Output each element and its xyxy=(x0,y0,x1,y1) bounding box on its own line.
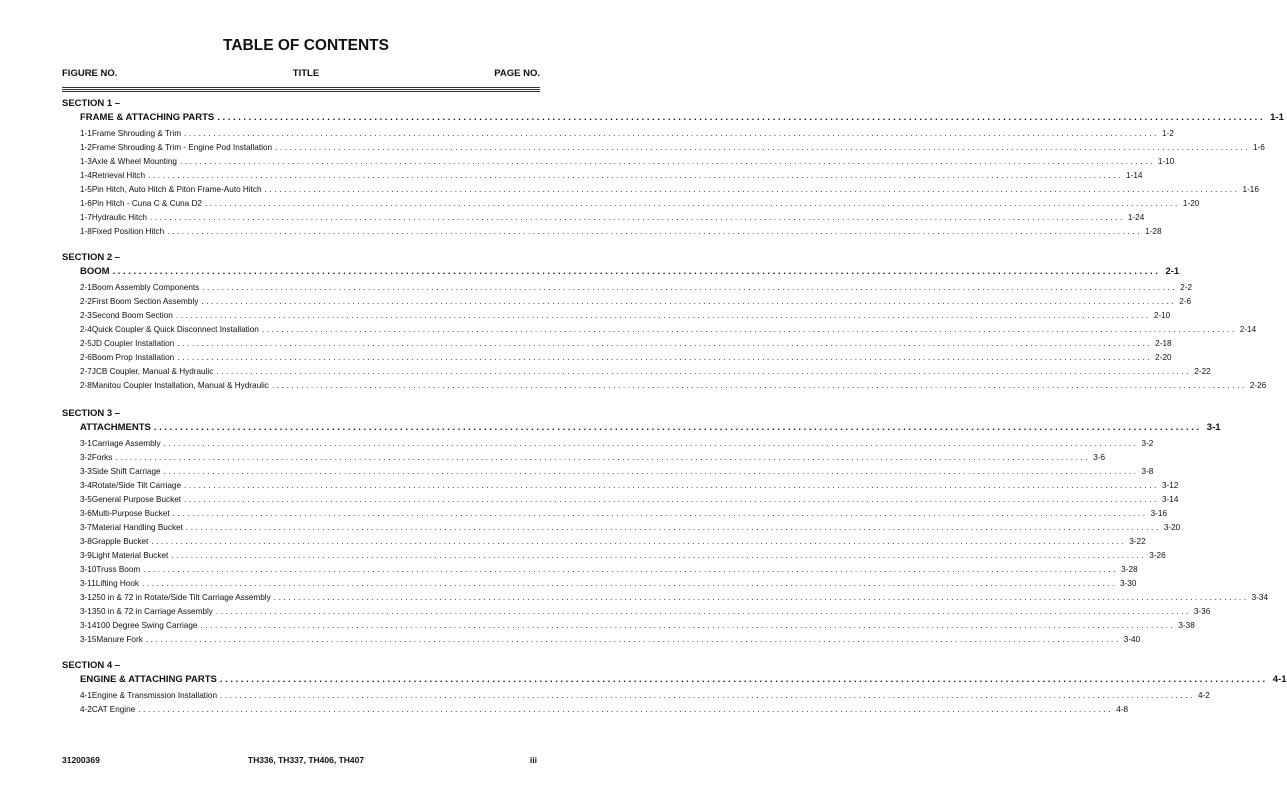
dot-leader: ........................................................................................................................................................................................................ xyxy=(148,171,1124,180)
entry-title: 50 in & 72 in Rotate/Side Tilt Carriage Assembly xyxy=(96,593,271,602)
toc-entry-link[interactable] xyxy=(80,537,1146,546)
dot-leader: ........................................................................................................................................................................................................ xyxy=(115,453,1091,462)
dot-leader: ........................................................................................................................................................................................................ xyxy=(216,367,1192,376)
entry-title: JCB Coupler, Manual & Hydraulic xyxy=(91,367,214,376)
entry-page-number: 1-28 xyxy=(1145,227,1162,236)
toc-entry-link[interactable] xyxy=(80,691,1210,700)
toc-entry-link[interactable] xyxy=(80,593,1269,602)
dot-leader: ........................................................................................................................................................................................................ xyxy=(151,537,1127,546)
figure-number: 2-4 xyxy=(80,325,92,334)
entry-page-number: 4-8 xyxy=(1116,705,1129,714)
dot-leader: ........................................................................................................................................................................................................ xyxy=(138,705,1114,714)
entry-title: Grapple Bucket xyxy=(91,537,149,546)
toc-entry-link[interactable] xyxy=(80,143,1265,152)
figure-number: 3-12 xyxy=(80,593,97,602)
entry-page-number: 3-30 xyxy=(1119,579,1137,588)
figure-number: 2-2 xyxy=(80,297,92,306)
entry-page-number: 2-14 xyxy=(1239,325,1257,334)
figure-number: 2-3 xyxy=(80,311,92,320)
toc-entry-link[interactable] xyxy=(80,439,1154,448)
entry-title: Fixed Position Hitch xyxy=(91,227,165,236)
toc-entry-link[interactable] xyxy=(80,635,1141,644)
entry-page-number: 1-6 xyxy=(1253,143,1265,152)
figure-number: 3-1 xyxy=(80,439,92,448)
section-label: SECTION 1 – xyxy=(62,98,121,109)
entry-title: CAT Engine xyxy=(91,705,136,714)
dot-leader: ........................................................................................................................................................................................................ xyxy=(219,674,1268,685)
dot-leader: ........................................................................................................................................................................................................ xyxy=(112,266,1161,277)
section-page-number: 4-1 xyxy=(1272,674,1287,685)
entry-title: Quick Coupler & Quick Disconnect Installation xyxy=(91,325,259,334)
entry-page-number: 3-38 xyxy=(1178,621,1195,630)
toc-entry-link[interactable] xyxy=(80,523,1181,532)
entry-title: Light Material Bucket xyxy=(91,551,169,560)
header-rule xyxy=(62,91,540,92)
toc-entry-link[interactable] xyxy=(80,367,1211,376)
entry-page-number: 1-24 xyxy=(1127,213,1145,222)
column-header-figure: FIGURE NO. xyxy=(62,68,118,79)
entry-page-number: 2-18 xyxy=(1155,339,1172,348)
dot-leader: ........................................................................................................................................................................................................ xyxy=(200,621,1176,630)
figure-number: 1-4 xyxy=(80,171,92,180)
dot-leader: ........................................................................................................................................................................................................ xyxy=(185,523,1161,532)
figure-number: 2-1 xyxy=(80,283,92,292)
entry-page-number: 1-16 xyxy=(1242,185,1259,194)
entry-page-number: 4-2 xyxy=(1197,691,1210,700)
toc-entry-link[interactable] xyxy=(80,157,1175,166)
figure-number: 3-4 xyxy=(80,481,92,490)
entry-page-number: 3-28 xyxy=(1121,565,1138,574)
figure-number: 1-1 xyxy=(80,129,92,138)
figure-number: 3-8 xyxy=(80,537,92,546)
dot-leader: ........................................................................................................................................................................................................ xyxy=(163,467,1139,476)
dot-leader: ........................................................................................................................................................................................................ xyxy=(175,311,1151,320)
toc-entry-link[interactable] xyxy=(80,227,1162,236)
dot-leader: ........................................................................................................................................................................................................ xyxy=(184,129,1159,138)
entry-page-number: 2-6 xyxy=(1179,297,1192,306)
figure-number: 4-1 xyxy=(80,691,92,700)
entry-title: 50 in & 72 in Carriage Assembly xyxy=(96,607,213,616)
entry-title: Material Handling Bucket xyxy=(91,523,183,532)
entry-page-number: 3-12 xyxy=(1162,481,1179,490)
entry-page-number: 3-36 xyxy=(1193,607,1211,616)
toc-entry-link[interactable] xyxy=(80,339,1172,348)
entry-page-number: 3-20 xyxy=(1163,523,1181,532)
dot-leader: ........................................................................................................................................................................................................ xyxy=(264,185,1240,194)
toc-entry-link[interactable] xyxy=(80,579,1137,588)
figure-number: 1-8 xyxy=(80,227,92,236)
section-heading-title: ENGINE & ATTACHING PARTS xyxy=(80,674,217,685)
toc-entry-link[interactable] xyxy=(80,467,1154,476)
section-heading-link[interactable] xyxy=(80,266,1180,277)
entry-title: Engine & Transmission Installation xyxy=(91,691,217,700)
toc-entry-link[interactable] xyxy=(80,453,1106,462)
dot-leader: ........................................................................................................................................................................................................ xyxy=(153,422,1202,433)
entry-page-number: 3-40 xyxy=(1123,635,1141,644)
dot-leader: ........................................................................................................................................................................................................ xyxy=(149,213,1125,222)
dot-leader: ........................................................................................................................................................................................................ xyxy=(184,495,1159,504)
entry-page-number: 2-10 xyxy=(1153,311,1171,320)
figure-number: 2-5 xyxy=(80,339,92,348)
entry-page-number: 1-2 xyxy=(1161,129,1174,138)
entry-title: General Purpose Bucket xyxy=(91,495,182,504)
toc-entry-link[interactable] xyxy=(80,565,1138,574)
section-heading-title: BOOM xyxy=(80,266,110,277)
entry-title: Frame Shrouding & Trim xyxy=(91,129,182,138)
figure-number: 3-5 xyxy=(80,495,92,504)
entry-page-number: 2-20 xyxy=(1155,353,1172,362)
toc-entry-link[interactable] xyxy=(80,621,1195,630)
dot-leader: ........................................................................................................................................................................................................ xyxy=(171,551,1147,560)
dot-leader: ........................................................................................................................................................................................................ xyxy=(271,381,1247,390)
figure-number: 1-6 xyxy=(80,199,92,208)
entry-page-number: 2-26 xyxy=(1249,381,1267,390)
dot-leader: ........................................................................................................................................................................................................ xyxy=(163,439,1139,448)
figure-number: 3-15 xyxy=(80,635,97,644)
footer-doc-number: 31200369 xyxy=(62,755,100,765)
entry-page-number: 3-2 xyxy=(1141,439,1154,448)
dot-leader: ........................................................................................................................................................................................................ xyxy=(177,353,1153,362)
entry-page-number: 2-22 xyxy=(1194,367,1211,376)
entry-title: Boom Prop Installation xyxy=(91,353,175,362)
entry-title: Pin Hitch, Auto Hitch & Piton Frame-Auto Hitch xyxy=(91,185,262,194)
entry-page-number: 1-14 xyxy=(1126,171,1143,180)
footer-models: TH336, TH337, TH406, TH407 xyxy=(247,755,365,765)
entry-title: Pin Hitch - Cuna C & Cuna D2 xyxy=(91,199,202,208)
entry-title: Side Shift Carriage xyxy=(91,467,161,476)
figure-number: 3-10 xyxy=(80,565,97,574)
toc-entry-link[interactable] xyxy=(80,325,1257,334)
toc-entry-link[interactable] xyxy=(80,705,1129,714)
entry-page-number: 3-22 xyxy=(1129,537,1146,546)
entry-title: Boom Assembly Components xyxy=(91,283,200,292)
entry-title: Lifting Hook xyxy=(95,579,140,588)
figure-number: 3-9 xyxy=(80,551,92,560)
toc-entry-link[interactable] xyxy=(80,481,1179,490)
dot-leader: ........................................................................................................................................................................................................ xyxy=(177,339,1153,348)
dot-leader: ........................................................................................................................................................................................................ xyxy=(273,593,1249,602)
toc-entry-link[interactable] xyxy=(80,381,1267,390)
entry-page-number: 3-34 xyxy=(1251,593,1269,602)
section-heading-title: ATTACHMENTS xyxy=(80,422,151,433)
figure-number: 1-7 xyxy=(80,213,92,222)
figure-number: 3-3 xyxy=(80,467,92,476)
header-rule xyxy=(62,87,540,88)
toc-entry-link[interactable] xyxy=(80,283,1193,292)
dot-leader: ........................................................................................................................................................................................................ xyxy=(204,199,1180,208)
toc-entry-link[interactable] xyxy=(80,297,1192,306)
dot-leader: ........................................................................................................................................................................................................ xyxy=(275,143,1251,152)
section-label: SECTION 2 – xyxy=(62,252,121,263)
entry-title: Axle & Wheel Mounting xyxy=(91,157,177,166)
toc-entry-link[interactable] xyxy=(80,509,1168,518)
dot-leader: ........................................................................................................................................................................................................ xyxy=(145,635,1121,644)
toc-entry-link[interactable] xyxy=(80,353,1172,362)
entry-title: Multi-Purpose Bucket xyxy=(91,509,170,518)
entry-title: First Boom Section Assembly xyxy=(91,297,199,306)
figure-number: 2-6 xyxy=(80,353,92,362)
figure-number: 1-2 xyxy=(80,143,92,152)
dot-leader: ........................................................................................................................................................................................................ xyxy=(142,579,1117,588)
entry-page-number: 1-10 xyxy=(1157,157,1175,166)
entry-title: Hydraulic Hitch xyxy=(91,213,147,222)
section-page-number: 2-1 xyxy=(1165,266,1180,277)
toc-entry-link[interactable] xyxy=(80,495,1179,504)
figure-number: 3-11 xyxy=(80,579,96,588)
entry-page-number: 3-16 xyxy=(1150,509,1168,518)
figure-number: 4-2 xyxy=(80,705,92,714)
entry-title: Frame Shrouding & Trim - Engine Pod Installation xyxy=(91,143,273,152)
dot-leader: ........................................................................................................................................................................................................ xyxy=(201,297,1177,306)
toc-entry-link[interactable] xyxy=(80,199,1200,208)
entry-title: Manure Fork xyxy=(96,635,143,644)
entry-page-number: 3-26 xyxy=(1149,551,1166,560)
entry-title: Retrieval Hitch xyxy=(91,171,146,180)
entry-page-number: 3-14 xyxy=(1162,495,1179,504)
figure-number: 3-14 xyxy=(80,621,97,630)
entry-title: 100 Degree Swing Carriage xyxy=(96,621,198,630)
dot-leader: ........................................................................................................................................................................................................ xyxy=(179,157,1155,166)
section-label: SECTION 3 – xyxy=(62,408,121,419)
figure-number: 3-2 xyxy=(80,453,92,462)
toc-entry-link[interactable] xyxy=(80,607,1211,616)
entry-page-number: 2-2 xyxy=(1180,283,1193,292)
toc-entry-link[interactable] xyxy=(80,311,1171,320)
section-heading-link[interactable] xyxy=(80,422,1221,433)
entry-title: Rotate/Side Tilt Carriage xyxy=(91,481,182,490)
entry-title: Truss Boom xyxy=(96,565,141,574)
figure-number: 2-7 xyxy=(80,367,92,376)
entry-title: Forks xyxy=(91,453,113,462)
entry-page-number: 3-6 xyxy=(1093,453,1106,462)
dot-leader: ........................................................................................................................................................................................................ xyxy=(184,481,1159,490)
dot-leader: ........................................................................................................................................................................................................ xyxy=(261,325,1237,334)
dot-leader: ........................................................................................................................................................................................................ xyxy=(202,283,1178,292)
dot-leader: ........................................................................................................................................................................................................ xyxy=(143,565,1119,574)
toc-entry-link[interactable] xyxy=(80,129,1174,138)
entry-title: Carriage Assembly xyxy=(91,439,161,448)
section-heading-link[interactable] xyxy=(80,674,1287,685)
section-heading-title: FRAME & ATTACHING PARTS xyxy=(80,112,215,123)
figure-number: 2-8 xyxy=(80,381,92,390)
section-page-number: 3-1 xyxy=(1206,422,1221,433)
dot-leader: ........................................................................................................................................................................................................ xyxy=(172,509,1148,518)
figure-number: 3-6 xyxy=(80,509,92,518)
section-page-number: 1-1 xyxy=(1270,112,1284,123)
figure-number: 1-3 xyxy=(80,157,92,166)
column-header-page: PAGE NO. xyxy=(494,68,540,79)
column-header-title: TITLE xyxy=(292,68,320,79)
toc-entry-link[interactable] xyxy=(80,171,1143,180)
dot-leader: ........................................................................................................................................................................................................ xyxy=(215,607,1191,616)
figure-number: 3-13 xyxy=(80,607,97,616)
dot-leader: ........................................................................................................................................................................................................ xyxy=(167,227,1143,236)
entry-title: JD Coupler Installation xyxy=(91,339,175,348)
dot-leader: ........................................................................................................................................................................................................ xyxy=(220,691,1195,700)
toc-entry-link[interactable] xyxy=(80,213,1145,222)
figure-number: 3-7 xyxy=(80,523,92,532)
entry-title: Second Boom Section xyxy=(91,311,173,320)
page-title: TABLE OF CONTENTS xyxy=(223,37,389,54)
entry-page-number: 3-8 xyxy=(1141,467,1154,476)
section-label: SECTION 4 – xyxy=(62,660,121,671)
dot-leader: ........................................................................................................................................................................................................ xyxy=(217,112,1266,123)
header-rule xyxy=(62,89,540,90)
figure-number: 1-5 xyxy=(80,185,92,194)
toc-entry-link[interactable] xyxy=(80,551,1166,560)
section-heading-link[interactable] xyxy=(80,112,1284,123)
entry-page-number: 1-20 xyxy=(1182,199,1200,208)
toc-entry-link[interactable] xyxy=(80,185,1259,194)
footer-page-number: iii xyxy=(529,755,537,765)
entry-title: Manitou Coupler Installation, Manual & Hydraulic xyxy=(91,381,269,390)
